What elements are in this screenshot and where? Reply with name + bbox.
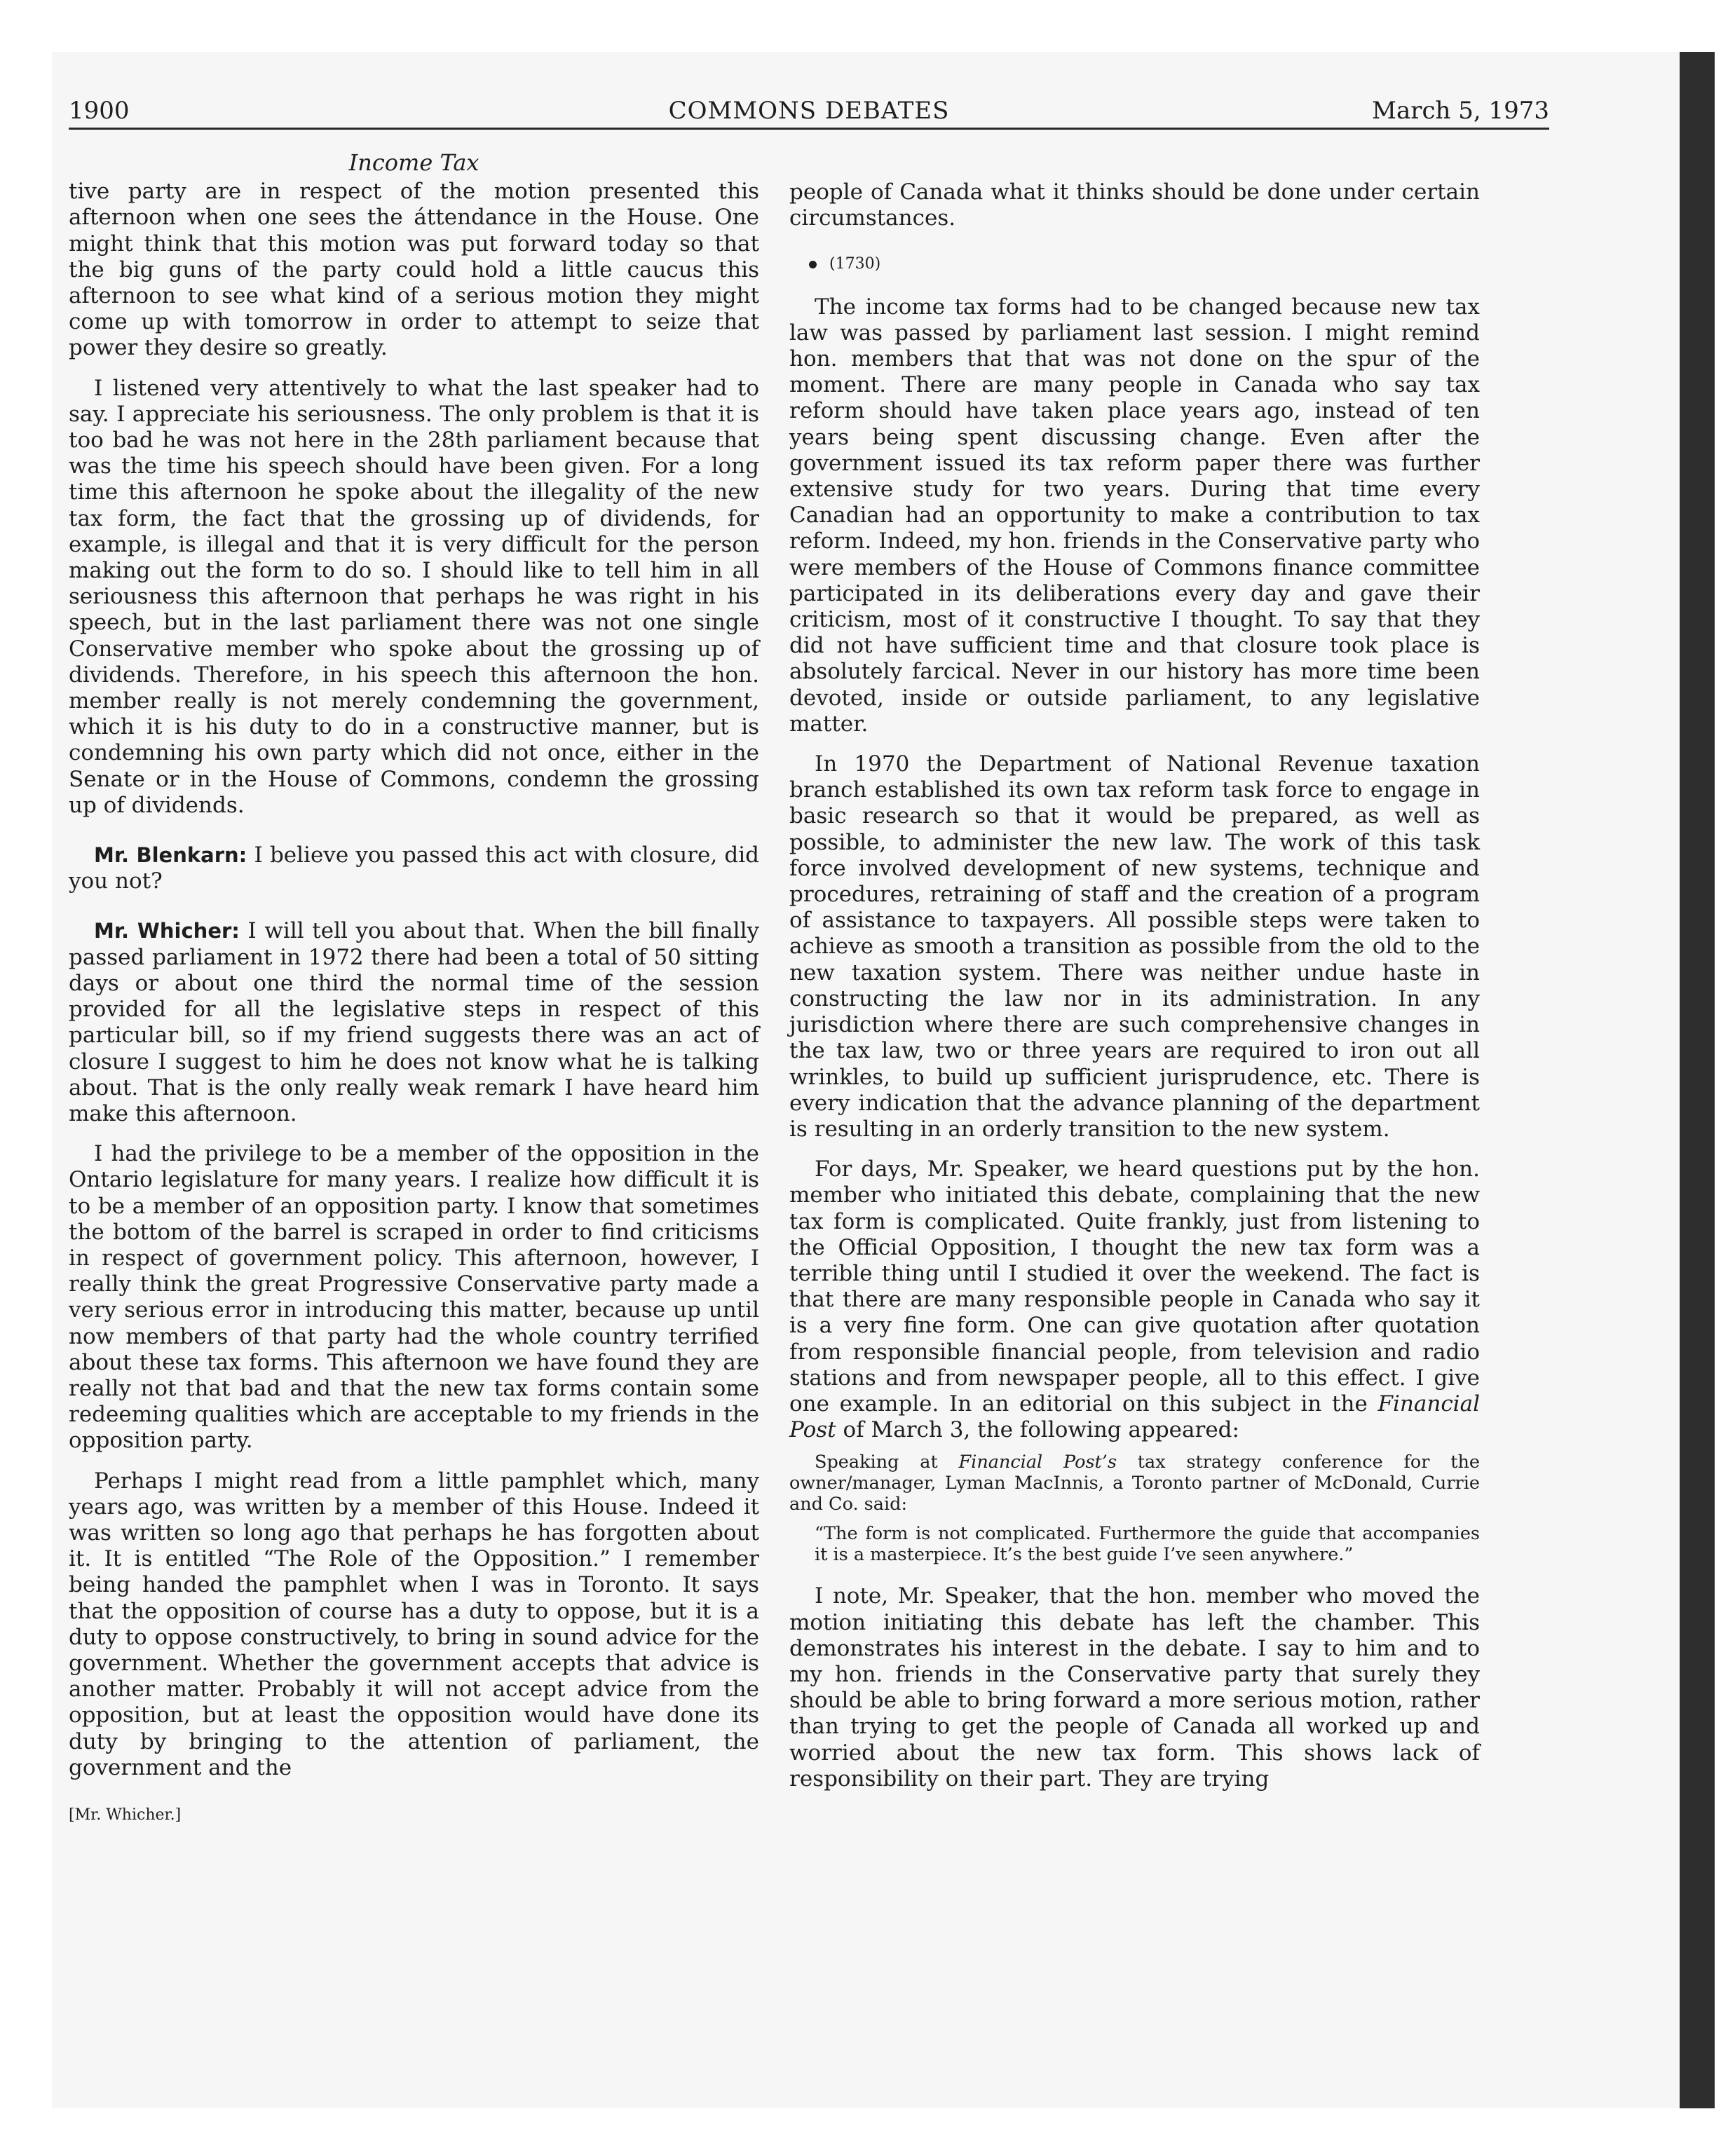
paragraph: tive party are in respect of the motion presented this afternoon when one sees the áttendance in the House. One might think that this motion was put forward today so that the big guns of the party could hold a little caucus this afternoon to see what kind of a serious motion they might come up with tomorrow in order to attempt to seize that power they desire so greatly. bbox=[69, 179, 759, 361]
publication-name: Financial Post’s bbox=[958, 1452, 1117, 1473]
scan-edge-shadow bbox=[1680, 52, 1715, 2108]
right-column bbox=[789, 179, 1480, 1806]
speaker-attribution: [Mr. Whicher.] bbox=[69, 1806, 182, 1824]
block-quote bbox=[789, 1452, 1480, 1515]
speaker-name: Mr. Blenkarn: bbox=[94, 843, 247, 868]
speech-text: I will tell you about that. When the bill finally passed parliament in 1972 there had been a total of 50 sitting days or about one third the normal time of the session provided for all the legislative steps in respect of this particular bill, so if my friend suggests there was an act of closure I suggest to him he does not know what he is talking about. That is the only really weak remark I have heard him make this afternoon. bbox=[69, 918, 759, 1126]
publication-name: Financial Post bbox=[789, 1391, 1480, 1443]
paragraph: I listened very attentively to what the last speaker had to say. I appreciate his seriousness. The only problem is that it is too bad he was not here in the 28th parliament because that was the time his speech should have been given. For a long time this afternoon he spoke about the illegality of the new tax form, the fact that the grossing up of dividends, for example, is illegal and that it is very difficult for the person making out the form to do so. I should like to tell him in all seriousness this afternoon that perhaps he was right in his speech, but in the last parliament there was not one single Conservative member who spoke about the grossing up of dividends. Therefore, in his speech this afternoon the hon. member really is not merely condemning the government, which it is his duty to do in a constructive manner, but is condemning his own party which did not once, either in the Senate or in the House of Commons, condemn the grossing up of dividends. bbox=[69, 375, 759, 818]
section-title: Income Tax bbox=[348, 149, 479, 176]
speaker-name: Mr. Whicher: bbox=[94, 919, 240, 943]
speech bbox=[69, 918, 759, 1127]
paragraph bbox=[789, 1157, 1480, 1443]
paragraph: I had the privilege to be a member of the opposition in the Ontario legislature for many years. I realize how difficult it is to be a member of an opposition party. I know that sometimes the bottom of the barrel is scraped in order to find criticisms in respect of government policy. This afternoon, however, I really think the great Progressive Conservative party made a very serious error in introducing this matter, because up until now members of that party had the whole country terrified about these tax forms. This afternoon we have found they are really not that bad and that the new tax forms contain some redeeming qualities which are acceptable to my friends in the opposition party. bbox=[69, 1141, 759, 1454]
quote-text: tax strategy conference for the owner/manager, Lyman MacInnis, a Toronto partner of McDonald, Currie and Co. said: bbox=[789, 1452, 1480, 1515]
paragraph-text: For days, Mr. Speaker, we heard questions put by the hon. member who initiated this debate, complaining that the new tax form is complicated. Quite frankly, just from listening to the Official Opposition, I thought the new tax form was a terrible thing until I studied it over the weekend. The fact is that there are many responsible people in Canada who say it is a very fine form. One can give quotation after quotation from responsible financial people, from television and radio stations and from newspaper people, all to this effect. I give one example. In an editorial on this subject in the bbox=[789, 1157, 1480, 1417]
bullet-icon bbox=[809, 261, 817, 268]
paragraph: people of Canada what it thinks should be done under certain circumstances. bbox=[789, 179, 1480, 231]
paragraph-text: of March 3, the following appeared: bbox=[836, 1417, 1239, 1443]
publication-title: COMMONS DEBATES bbox=[668, 97, 950, 125]
quote-text: Speaking at bbox=[815, 1452, 959, 1473]
nested-quote: “The form is not complicated. Furthermore the guide that accompanies it is a masterpiece. It’s the best guide I’ve seen anywhere.” bbox=[815, 1523, 1480, 1566]
page-number: 1900 bbox=[69, 97, 130, 125]
left-column bbox=[69, 150, 759, 1828]
paragraph: The income tax forms had to be changed because new tax law was passed by parliament last session. I might remind hon. members that that was not done on the spur of the moment. There are many people in Canada who say tax reform should have taken place years ago, instead of ten years being spent discussing change. Even after the government issued its tax reform paper there was further extensive study for two years. During that time every Canadian had an opportunity to make a contribution to tax reform. Indeed, my hon. friends in the Conservative party who were members of the House of Commons finance committee participated in its deliberations every day and gave their criticism, most of it constructive I thought. To say that they did not have sufficient time and that closure took place is absolutely farcical. Never in our history has more time been devoted, inside or outside parliament, to any legislative matter. bbox=[789, 294, 1480, 737]
paragraph: Perhaps I might read from a little pamphlet which, many years ago, was written by a member of this House. Indeed it was written so long ago that perhaps he has forgotten about it. It is entitled “The Role of the Opposition.” I remember being handed the pamphlet when I was in Toronto. It says that the opposition of course has a duty to oppose, but it is a duty to oppose constructively, to bring in sound advice for the government. Whether the government accepts that advice is another matter. Probably it will not accept advice from the opposition, but at least the opposition would have done its duty by bringing to the attention of parliament, the government and the bbox=[69, 1468, 759, 1780]
paragraph: In 1970 the Department of National Revenue taxation branch established its own tax reform task force to engage in basic research so that it would be prepared, as well as possible, to administer the new law. The work of this task force involved development of new systems, technique and procedures, retraining of staff and the creation of a program of assistance to taxpayers. All possible steps were taken to achieve as smooth a transition as possible from the old to the new taxation system. There was neither undue haste in constructing the law nor in its administration. In any jurisdiction where there are such comprehensive changes in the tax law, two or three years are required to iron out all wrinkles, to build up sufficient jurisprudence, etc. There is every indication that the advance planning of the department is resulting in an orderly transition to the new system. bbox=[789, 751, 1480, 1142]
paragraph: I note, Mr. Speaker, that the hon. member who moved the motion initiating this debate has left the chamber. This demonstrates his interest in the debate. I say to him and to my hon. friends in the Conservative party that surely they should be able to bring forward a more serious motion, rather than trying to get the people of Canada all worked up and worried about the new tax form. This shows lack of responsibility on their part. They are trying bbox=[789, 1583, 1480, 1792]
time-marker bbox=[809, 251, 1480, 277]
time-marker-text: (1730) bbox=[829, 255, 881, 273]
publication-date: March 5, 1973 bbox=[1372, 97, 1549, 125]
speech bbox=[69, 842, 759, 894]
page-header bbox=[69, 91, 1549, 130]
speech-text: I believe you passed this act with closure, did you not? bbox=[69, 842, 759, 894]
